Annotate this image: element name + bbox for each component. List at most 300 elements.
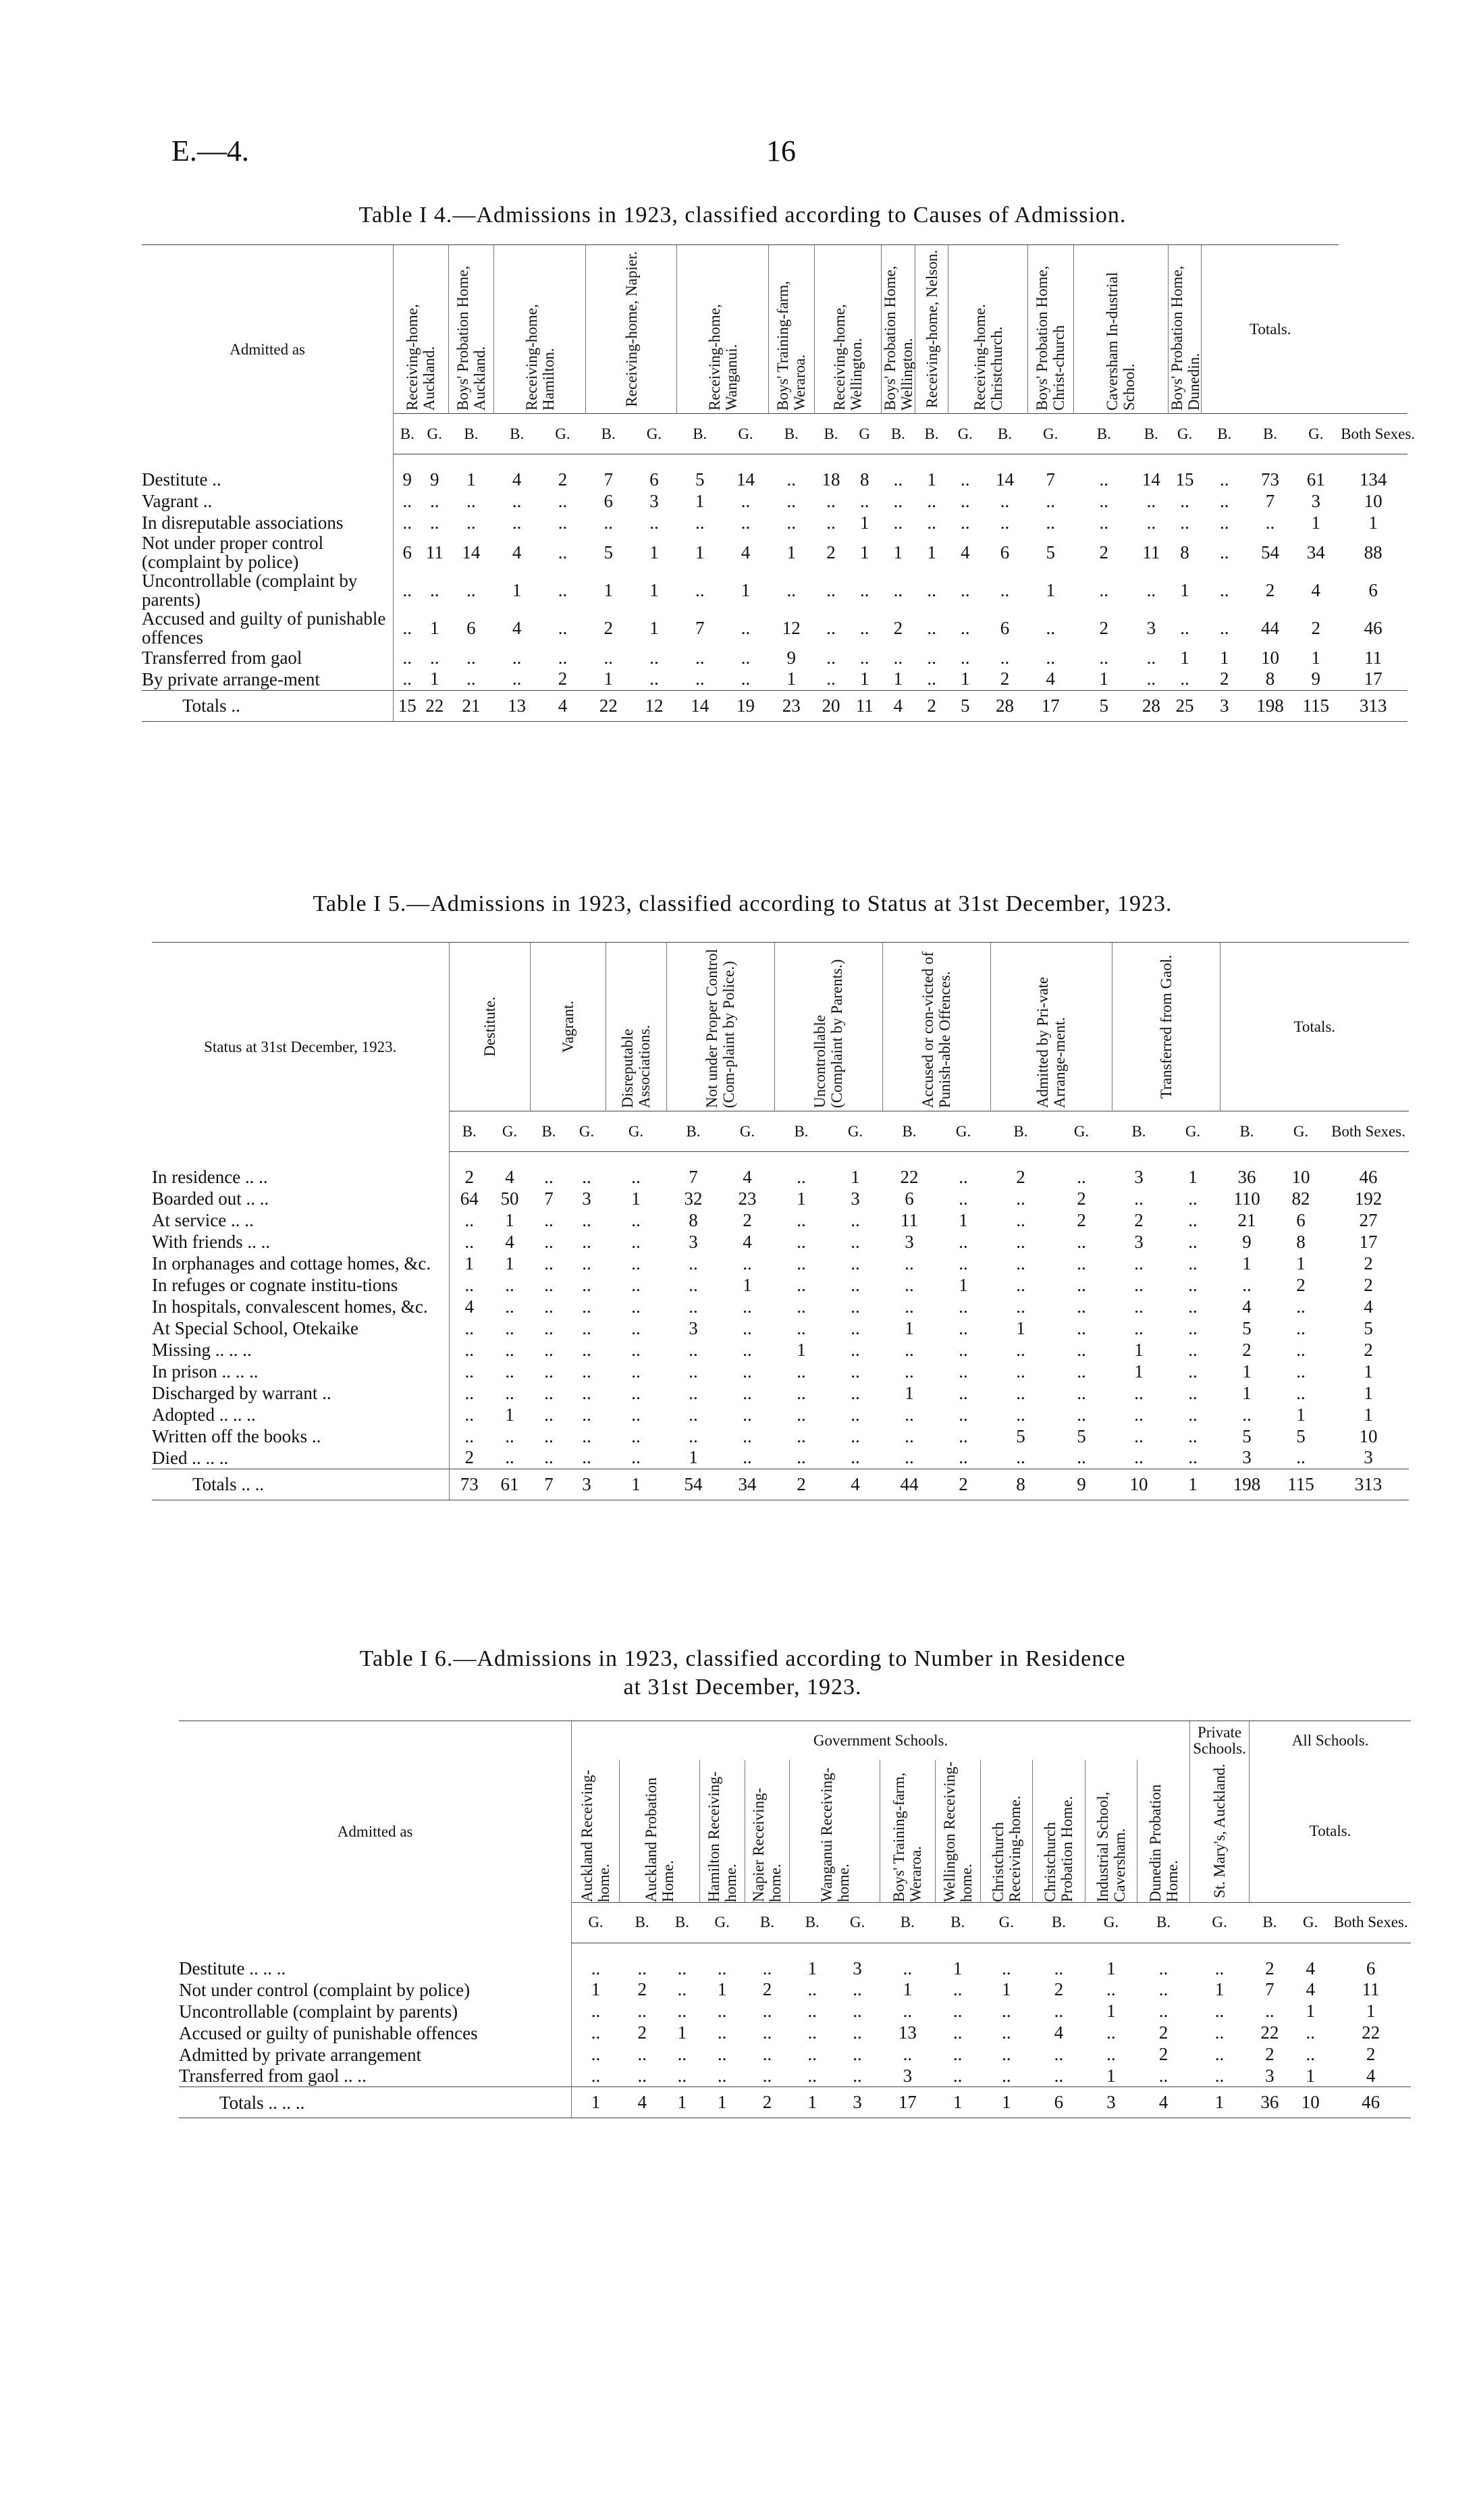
sex-subheader: B.	[1248, 414, 1293, 454]
cell-value: 22	[1362, 2022, 1380, 2043]
cell-value: ..	[1134, 1274, 1144, 1295]
table-row	[142, 668, 1407, 690]
cell-value: ..	[449, 1209, 489, 1231]
cell-value: 2	[1077, 1209, 1086, 1230]
cause-label: Not under Proper Control (Com-plaint by Police.)	[703, 948, 737, 1108]
cell-value: ..	[544, 1296, 554, 1317]
cell-value: ..	[572, 2044, 620, 2066]
cell-value: ..	[853, 2065, 862, 2086]
cell-value: 7	[1046, 469, 1055, 490]
cell-value: ..	[394, 668, 421, 690]
total-value: 73	[449, 1469, 489, 1500]
cell-value: ..	[1046, 490, 1055, 511]
government-schools-header: Government Schools.	[572, 1721, 1190, 1760]
cell-value: 4	[1306, 1958, 1315, 1978]
cell-value: 110	[1233, 1188, 1260, 1209]
table-i6	[179, 1721, 1411, 2118]
institution-label: Receiving-home, Hamilton.	[522, 303, 557, 411]
institution-label: Receiving-home, Auckland.	[404, 303, 438, 411]
cell-value: ..	[544, 1317, 554, 1338]
cell-value: 2	[1219, 668, 1229, 689]
institution-header	[1168, 245, 1202, 414]
cell-value: 8	[1180, 542, 1189, 562]
cell-value: 1	[961, 668, 970, 689]
row-label: Transferred from gaol	[142, 648, 302, 668]
cell-value: 50	[500, 1188, 519, 1209]
table-i6-caption-line2: at 31st December, 1923.	[623, 1675, 862, 1700]
total-value: 10	[1112, 1469, 1166, 1500]
cell-value: ..	[505, 1296, 514, 1317]
cell-value: 4	[512, 617, 522, 638]
cell-value: ..	[786, 490, 797, 511]
sex-subheader: G.	[489, 1111, 530, 1152]
cell-value: ..	[927, 579, 936, 600]
institution-label: Boys' Probation Home, Auckland.	[454, 265, 488, 411]
cell-value: ..	[1000, 579, 1010, 600]
cell-value: ..	[505, 1382, 514, 1403]
table-row	[152, 1339, 1409, 1361]
cell-value: ..	[582, 1317, 591, 1338]
cell-value: ..	[1000, 490, 1010, 511]
cell-value: ..	[1077, 1253, 1086, 1274]
cell-value: 1	[741, 579, 751, 600]
row-label: Died .. .. ..	[152, 1447, 229, 1468]
cell-value: ..	[797, 1404, 806, 1425]
cell-value: ..	[1158, 1958, 1169, 1978]
cell-value: ..	[544, 1231, 554, 1252]
cell-value: ..	[959, 1317, 968, 1338]
cell-value: ..	[959, 1361, 968, 1382]
cell-value: ..	[1296, 1296, 1306, 1317]
cell-value: ..	[741, 647, 751, 668]
cell-value: ..	[649, 512, 659, 533]
cell-value: ..	[826, 647, 836, 668]
cell-value: 1	[1099, 668, 1109, 689]
cell-value: ..	[927, 617, 936, 638]
cause-header	[449, 943, 530, 1111]
cell-value: 6	[905, 1188, 914, 1209]
cell-value: 1	[649, 579, 659, 600]
cell-value: ..	[859, 490, 869, 511]
cell-value: ..	[807, 2065, 817, 2086]
cell-value: ..	[631, 1447, 641, 1468]
cell-value: ..	[1054, 2001, 1064, 2021]
cell-value: 1	[505, 1209, 514, 1230]
row-label: In prison .. .. ..	[152, 1361, 259, 1382]
cell-value: ..	[1214, 2044, 1225, 2064]
cell-value: 1	[786, 668, 797, 689]
cell-value: ..	[572, 2001, 620, 2022]
cell-value: ..	[953, 2001, 963, 2021]
cell-value: ..	[959, 1447, 968, 1468]
cell-value: 14	[995, 469, 1014, 490]
cell-value: ..	[1242, 1404, 1252, 1425]
cell-value: ..	[1296, 1447, 1306, 1468]
cell-value: ..	[1054, 2044, 1064, 2064]
institution-header	[935, 1760, 980, 1903]
sex-subheader: B.	[768, 414, 814, 454]
total-value: 1	[790, 2087, 835, 2118]
cell-value: 1	[449, 1253, 489, 1274]
cell-value: ..	[717, 2022, 727, 2043]
cell-value: ..	[1099, 490, 1109, 511]
cell-value: ..	[905, 1361, 914, 1382]
cell-value: ..	[695, 512, 705, 533]
cell-value: ..	[544, 1382, 554, 1403]
table-row	[152, 1361, 1409, 1382]
cell-value: ..	[1077, 1404, 1086, 1425]
cause-header	[774, 943, 882, 1111]
cell-value: ..	[717, 2001, 727, 2021]
cell-value: ..	[927, 512, 936, 533]
cause-header	[1112, 943, 1220, 1111]
cell-value: 5	[1364, 1317, 1373, 1338]
cell-value: 8	[859, 469, 869, 490]
cell-value: 1	[1106, 2001, 1116, 2021]
institution-label: St. Mary's, Auckland.	[1211, 1764, 1229, 1898]
cell-value: ..	[1188, 1188, 1198, 1209]
cell-value: ..	[717, 2044, 727, 2064]
cell-value: ..	[449, 1382, 489, 1404]
total-value: 54	[666, 1469, 720, 1500]
cell-value: ..	[1158, 1979, 1169, 1999]
cell-value: ..	[429, 512, 439, 533]
cell-value: ..	[1296, 1361, 1306, 1382]
cell-value: 21	[1237, 1209, 1256, 1230]
cell-value: 17	[1364, 668, 1383, 689]
cell-value: 27	[1359, 1209, 1378, 1230]
cell-value: ..	[449, 1361, 489, 1382]
total-value: 115	[1293, 690, 1339, 721]
institution-header	[915, 245, 948, 414]
sex-subheader: B.	[585, 414, 631, 454]
cell-value: ..	[1158, 2001, 1169, 2021]
cause-header	[990, 943, 1112, 1111]
institution-header	[394, 245, 448, 414]
cell-value: ..	[905, 1339, 914, 1360]
cell-value: 2	[637, 1979, 647, 1999]
cell-value: ..	[1106, 2022, 1116, 2043]
cell-value: 2	[826, 542, 836, 562]
cell-value: 1	[1242, 1382, 1252, 1403]
cell-value: 4	[505, 1167, 514, 1187]
cell-value: 5	[1077, 1425, 1086, 1446]
cell-value: ..	[1296, 1339, 1306, 1360]
cell-value: ..	[1265, 2001, 1275, 2021]
cell-value: 4	[1311, 579, 1321, 600]
total-value: 1	[572, 2087, 620, 2118]
sex-subheader: B.	[935, 1902, 980, 1943]
cell-value: ..	[851, 1209, 860, 1230]
total-value: 1	[980, 2087, 1033, 2118]
cell-value: ..	[853, 2022, 862, 2043]
cell-value: ..	[1134, 1188, 1144, 1209]
cell-value: ..	[631, 1404, 641, 1425]
institution-header	[448, 245, 494, 414]
cell-value: ..	[582, 1231, 591, 1252]
cell-value: 1	[695, 542, 705, 562]
cell-value: ..	[893, 490, 903, 511]
cell-value: 1	[689, 1447, 698, 1468]
total-value: 1	[606, 1469, 666, 1500]
cell-value: ..	[512, 668, 522, 689]
table-row	[179, 2066, 1411, 2087]
cell-value: 88	[1364, 542, 1383, 562]
cell-value: ..	[1077, 1361, 1086, 1382]
cell-value: ..	[1180, 512, 1189, 533]
cell-value: ..	[859, 647, 869, 668]
row-label: Adopted .. .. ..	[152, 1405, 256, 1425]
cell-value: ..	[544, 1447, 554, 1468]
sex-subheader: G.	[1085, 1902, 1137, 1943]
cell-value: 2	[1158, 2022, 1169, 2043]
cell-value: ..	[762, 2022, 772, 2043]
cell-value: 1	[604, 668, 613, 689]
cell-value: ..	[544, 1404, 554, 1425]
cell-value: ..	[1219, 490, 1229, 511]
total-value: 1	[935, 2087, 980, 2118]
cell-value: ..	[582, 1447, 591, 1468]
cell-value: 3	[582, 1188, 591, 1209]
cell-value: ..	[558, 490, 568, 511]
cell-value: ..	[677, 2001, 687, 2021]
cell-value: 1	[1046, 579, 1055, 600]
cell-value: ..	[631, 1296, 641, 1317]
table-row	[152, 1425, 1409, 1447]
totals-label: Totals .. ..	[152, 1469, 449, 1500]
cell-value: ..	[1002, 2065, 1011, 2086]
cell-value: ..	[637, 2044, 647, 2064]
cell-value: ..	[1180, 668, 1189, 689]
sex-subheader: G.	[835, 1902, 880, 1943]
cell-value: 4	[512, 542, 522, 562]
sex-subheader: B.	[745, 1902, 790, 1943]
row-label: At service .. ..	[152, 1210, 254, 1230]
cell-value: ..	[959, 1425, 968, 1446]
cell-value: ..	[905, 1296, 914, 1317]
cell-value: ..	[961, 490, 970, 511]
sex-subheader: B.	[1033, 1902, 1085, 1943]
total-value: 22	[585, 690, 631, 721]
cell-value: 1	[1242, 1361, 1252, 1382]
cell-value: ..	[1016, 1274, 1025, 1295]
cell-value: 1	[649, 542, 659, 562]
cell-value: ..	[905, 1404, 914, 1425]
total-value: 19	[723, 690, 769, 721]
total-value: 13	[494, 690, 540, 721]
cell-value: 2	[1364, 1339, 1373, 1360]
cell-value: ..	[1134, 1253, 1144, 1274]
cell-value: ..	[743, 1317, 752, 1338]
total-value: 6	[1033, 2087, 1085, 2118]
cell-value: ..	[762, 2044, 772, 2064]
table-row	[179, 2044, 1411, 2066]
row-label: Not under proper control (complaint by police)	[142, 533, 324, 572]
cell-value: ..	[1265, 512, 1275, 533]
cell-value: ..	[449, 1404, 489, 1425]
cell-value: 2	[449, 1447, 489, 1469]
cell-value: 2	[1265, 2044, 1275, 2064]
cause-label: Disreputable Associations.	[619, 1024, 653, 1108]
cell-value: ..	[1077, 1317, 1086, 1338]
cell-value: 7	[695, 617, 705, 638]
total-value: 1	[1189, 2087, 1249, 2118]
cell-value: 1	[604, 579, 613, 600]
cell-value: ..	[689, 1425, 698, 1446]
total-value: 46	[1331, 2087, 1411, 2118]
cell-value: ..	[695, 647, 705, 668]
cell-value: 134	[1359, 469, 1387, 490]
row-label: Not under control (complaint by police)	[179, 1979, 471, 2000]
institution-header	[882, 245, 915, 414]
cell-value: ..	[631, 1209, 641, 1230]
cell-value: ..	[429, 647, 439, 668]
cell-value: ..	[544, 1425, 554, 1446]
row-header-admitted-as: Admitted as	[142, 245, 394, 454]
cell-value: ..	[512, 490, 522, 511]
cell-value: 5	[604, 542, 613, 562]
cell-value: ..	[572, 2022, 620, 2044]
cell-value: ..	[582, 1404, 591, 1425]
cell-value: ..	[762, 1958, 772, 1978]
cell-value: 1	[717, 1979, 727, 1999]
cell-value: 13	[898, 2022, 917, 2043]
cause-header	[882, 943, 990, 1111]
sex-subheader: G.	[828, 1111, 882, 1152]
cell-value: 5	[1046, 542, 1055, 562]
total-value: 28	[1134, 690, 1168, 721]
sex-subheader: G.	[1166, 1111, 1220, 1152]
institution-label: Auckland Receiving-home.	[579, 1769, 613, 1902]
cell-value: 4	[1364, 1296, 1373, 1317]
cell-value: ..	[1016, 1296, 1025, 1317]
cell-value: 1	[1366, 2001, 1376, 2021]
institution-label: Boys' Training-farm, Weraroa.	[774, 280, 809, 411]
institution-label: Wanganui Receiving-home.	[817, 1767, 852, 1902]
table-row	[152, 1317, 1409, 1339]
cell-value: ..	[786, 469, 797, 490]
table-i6-caption-line1: Table I 6.—Admissions in 1923, classified according to Number in Residence	[359, 1646, 1126, 1671]
cell-value: ..	[797, 1209, 806, 1230]
row-label: By private arrange-ment	[142, 668, 320, 689]
sex-subheader: B.	[882, 1111, 936, 1152]
cell-value: ..	[903, 2001, 913, 2021]
cell-value: 2	[604, 617, 613, 638]
cell-value: 3	[853, 1958, 862, 1978]
cell-value: ..	[959, 1296, 968, 1317]
cell-value: ..	[1180, 617, 1189, 638]
cell-value: ..	[505, 1425, 514, 1446]
cell-value: ..	[558, 647, 568, 668]
cell-value: 1	[1364, 1404, 1373, 1425]
cell-value: 1	[429, 668, 439, 689]
cell-value: 3	[1265, 2065, 1275, 2086]
cell-value: ..	[961, 617, 970, 638]
cell-value: ..	[544, 1361, 554, 1382]
sex-subheader: B.	[1220, 1111, 1274, 1152]
totals-header: Totals.	[1220, 943, 1409, 1111]
cell-value: ..	[797, 1274, 806, 1295]
page-number: 16	[766, 134, 796, 167]
cell-value: ..	[851, 1317, 860, 1338]
total-value: 1	[699, 2087, 745, 2118]
table-row	[152, 1382, 1409, 1404]
cell-value: ..	[743, 1382, 752, 1403]
cell-value: ..	[631, 1317, 641, 1338]
institution-label: Receiving-home, Nelson.	[923, 250, 940, 409]
total-value: 115	[1274, 1469, 1328, 1500]
cell-value: 1	[1368, 512, 1378, 533]
cell-value: ..	[797, 1231, 806, 1252]
cell-value: ..	[1146, 668, 1156, 689]
cell-value: ..	[826, 579, 836, 600]
cell-value: ..	[953, 2065, 963, 2086]
cell-value: 1	[959, 1209, 968, 1230]
cell-value: 3	[905, 1231, 914, 1252]
row-label: Missing .. .. ..	[152, 1340, 252, 1360]
cell-value: ..	[905, 1425, 914, 1446]
cell-value: ..	[466, 668, 476, 689]
cell-value: ..	[558, 579, 568, 600]
cell-value: 5	[1016, 1425, 1025, 1446]
cell-value: ..	[582, 1167, 591, 1187]
row-label: Written off the books ..	[152, 1426, 321, 1446]
cell-value: 11	[1364, 647, 1383, 668]
institution-header	[1189, 1760, 1249, 1903]
cell-value: 3	[1311, 490, 1321, 511]
cell-value: ..	[505, 1317, 514, 1338]
row-label: Uncontrollable (complaint by parents)	[179, 2001, 458, 2022]
cell-value: ..	[797, 1425, 806, 1446]
institution-label: Receiving-home, Napier.	[622, 251, 640, 407]
cell-value: 1	[807, 1958, 817, 1978]
table-row	[179, 2001, 1411, 2022]
cell-value: 8	[689, 1209, 698, 1230]
cell-value: 10	[1364, 490, 1383, 511]
sex-subheader: G.	[1168, 414, 1202, 454]
cell-value: 6	[1368, 579, 1378, 600]
cell-value: 2	[1077, 1188, 1086, 1209]
cell-value: ..	[1134, 1382, 1144, 1403]
cell-value: ..	[689, 1253, 698, 1274]
institution-header	[1137, 1760, 1190, 1903]
sex-subheader: B.	[915, 414, 948, 454]
cell-value: 10	[1359, 1425, 1378, 1446]
sex-subheader: G.	[1290, 1902, 1331, 1943]
table-row	[142, 454, 1407, 491]
cell-value: ..	[961, 512, 970, 533]
institution-label: Boys' Training-farm, Weraroa.	[890, 1772, 925, 1902]
cell-value: 9	[394, 454, 421, 491]
cell-value: 3	[1134, 1167, 1144, 1187]
cell-value: ..	[631, 1274, 641, 1295]
cell-value: 2	[1016, 1167, 1025, 1187]
cell-value: 4	[1242, 1296, 1252, 1317]
table-row	[179, 1943, 1411, 1979]
cell-value: ..	[544, 1253, 554, 1274]
cell-value: ..	[1106, 2044, 1116, 2064]
cell-value: ..	[1134, 1447, 1144, 1468]
cell-value: ..	[1099, 647, 1109, 668]
cell-value: 11	[1142, 542, 1160, 562]
cell-value: ..	[544, 1339, 554, 1360]
sex-subheader: G.	[948, 414, 982, 454]
cell-value: 3	[1364, 1447, 1373, 1468]
row-label: In hospitals, convalescent homes, &c.	[152, 1296, 428, 1317]
cell-value: ..	[1016, 1447, 1025, 1468]
cell-value: 1	[1016, 1317, 1025, 1338]
institution-label: Napier Receiving-home.	[750, 1787, 784, 1902]
